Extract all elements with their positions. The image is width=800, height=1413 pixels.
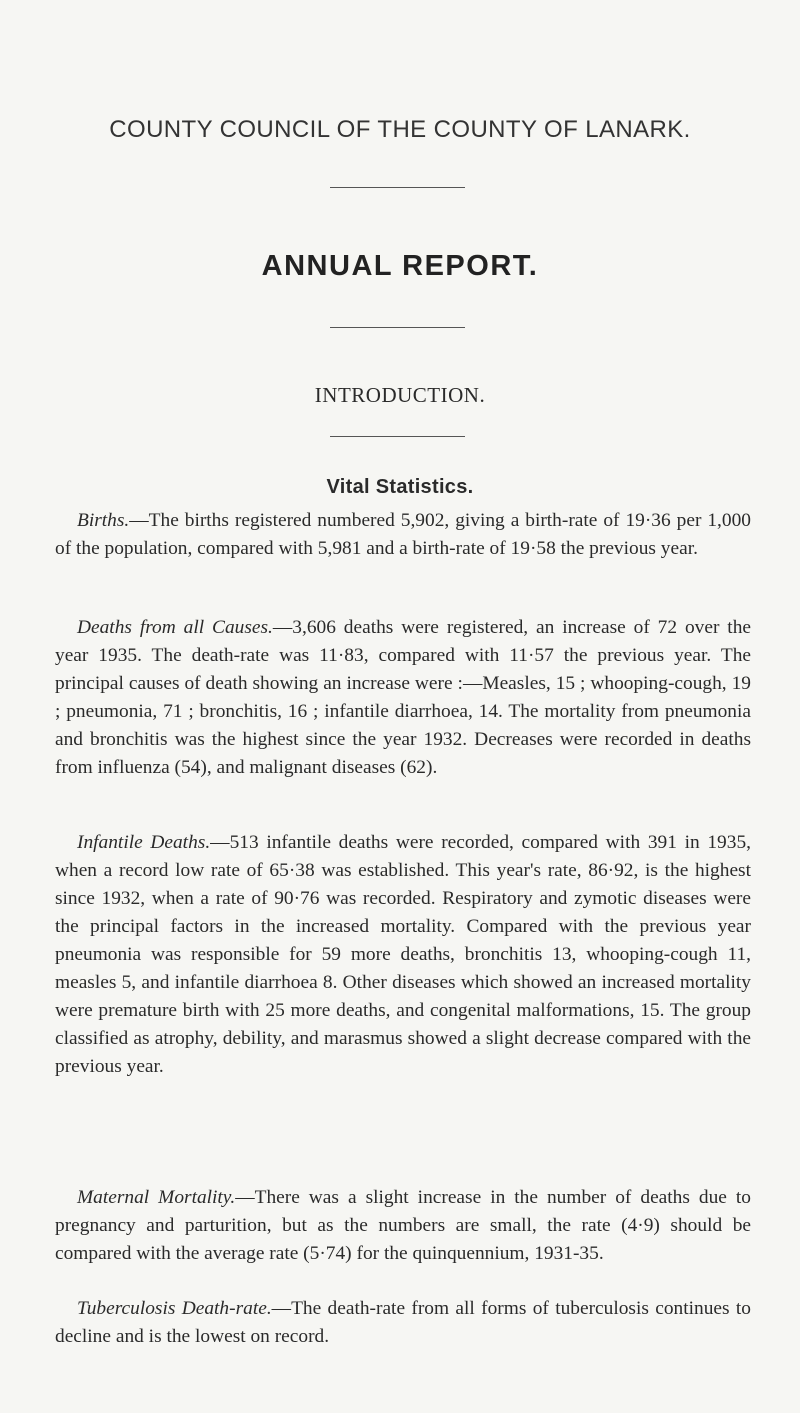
divider-rule — [330, 436, 465, 437]
paragraph-lead: Births. — [77, 510, 130, 531]
paragraph-text: —There was a slight increase in the number of deaths due to pregnancy and parturition, but as the numbers are small, the rate (4·9) should be compared with the average rate (5·74) for the quinquennium, 1931-35. — [55, 1187, 751, 1264]
paragraph-text: —3,606 deaths were registered, an increase of 72 over the year 1935. The death-rate was 11·83, compared with 11·57 the previous year. The principal causes of death showing an increase were :—Measles, 15 ; whooping-cough, 19 ; pneumonia, 71 ; bronchitis, 16 ; infantile diarrhoea, 14. The mortality from pneumonia and bronchitis was the highest since the year 1932. Decreases were recorded in deaths from influenza (54), and malignant diseases (62). — [55, 617, 751, 778]
paragraph-text: —The births registered numbered 5,902, giving a birth-rate of 19·36 per 1,000 of the population, compared with 5,981 and a birth-rate of 19·58 the previous year. — [55, 510, 751, 559]
paragraph-deaths — [55, 614, 751, 782]
paragraph-births — [55, 507, 751, 563]
paragraph-lead: Deaths from all Causes. — [77, 617, 273, 638]
paragraph-infantile-deaths — [55, 829, 751, 1081]
report-title: ANNUAL REPORT. — [261, 250, 539, 282]
divider-rule — [330, 187, 465, 188]
council-heading: COUNTY COUNCIL OF THE COUNTY OF LANARK. — [109, 116, 691, 143]
divider-rule — [330, 327, 465, 328]
paragraph-lead: Tuberculosis Death-rate. — [77, 1298, 272, 1319]
paragraph-lead: Maternal Mortality. — [77, 1187, 236, 1208]
subsection-title: Vital Statistics. — [326, 476, 474, 498]
paragraph-tuberculosis — [55, 1295, 751, 1351]
section-title: INTRODUCTION. — [314, 383, 486, 407]
paragraph-text: —The death-rate from all forms of tuberculosis continues to decline and is the lowest on record. — [55, 1298, 751, 1347]
paragraph-maternal-mortality — [55, 1184, 751, 1268]
paragraph-text: —513 infantile deaths were recorded, compared with 391 in 1935, when a record low rate of 65·38 was established. This year's rate, 86·92, is the highest since 1932, when a rate of 90·76 was recorded. Respiratory and zymotic diseases were the principal factors in the increased mortality. Compared with the previous year pneumonia was responsible for 59 more deaths, bronchitis 13, whooping-cough 11, measles 5, and infantile diarrhoea 8. Other diseases which showed an increased mortality were premature birth with 25 more deaths, and congenital malformations, 15. The group classified as atrophy, debility, and marasmus showed a slight decrease compared with the previous year. — [55, 832, 751, 1077]
paragraph-lead: Infantile Deaths. — [77, 832, 211, 853]
